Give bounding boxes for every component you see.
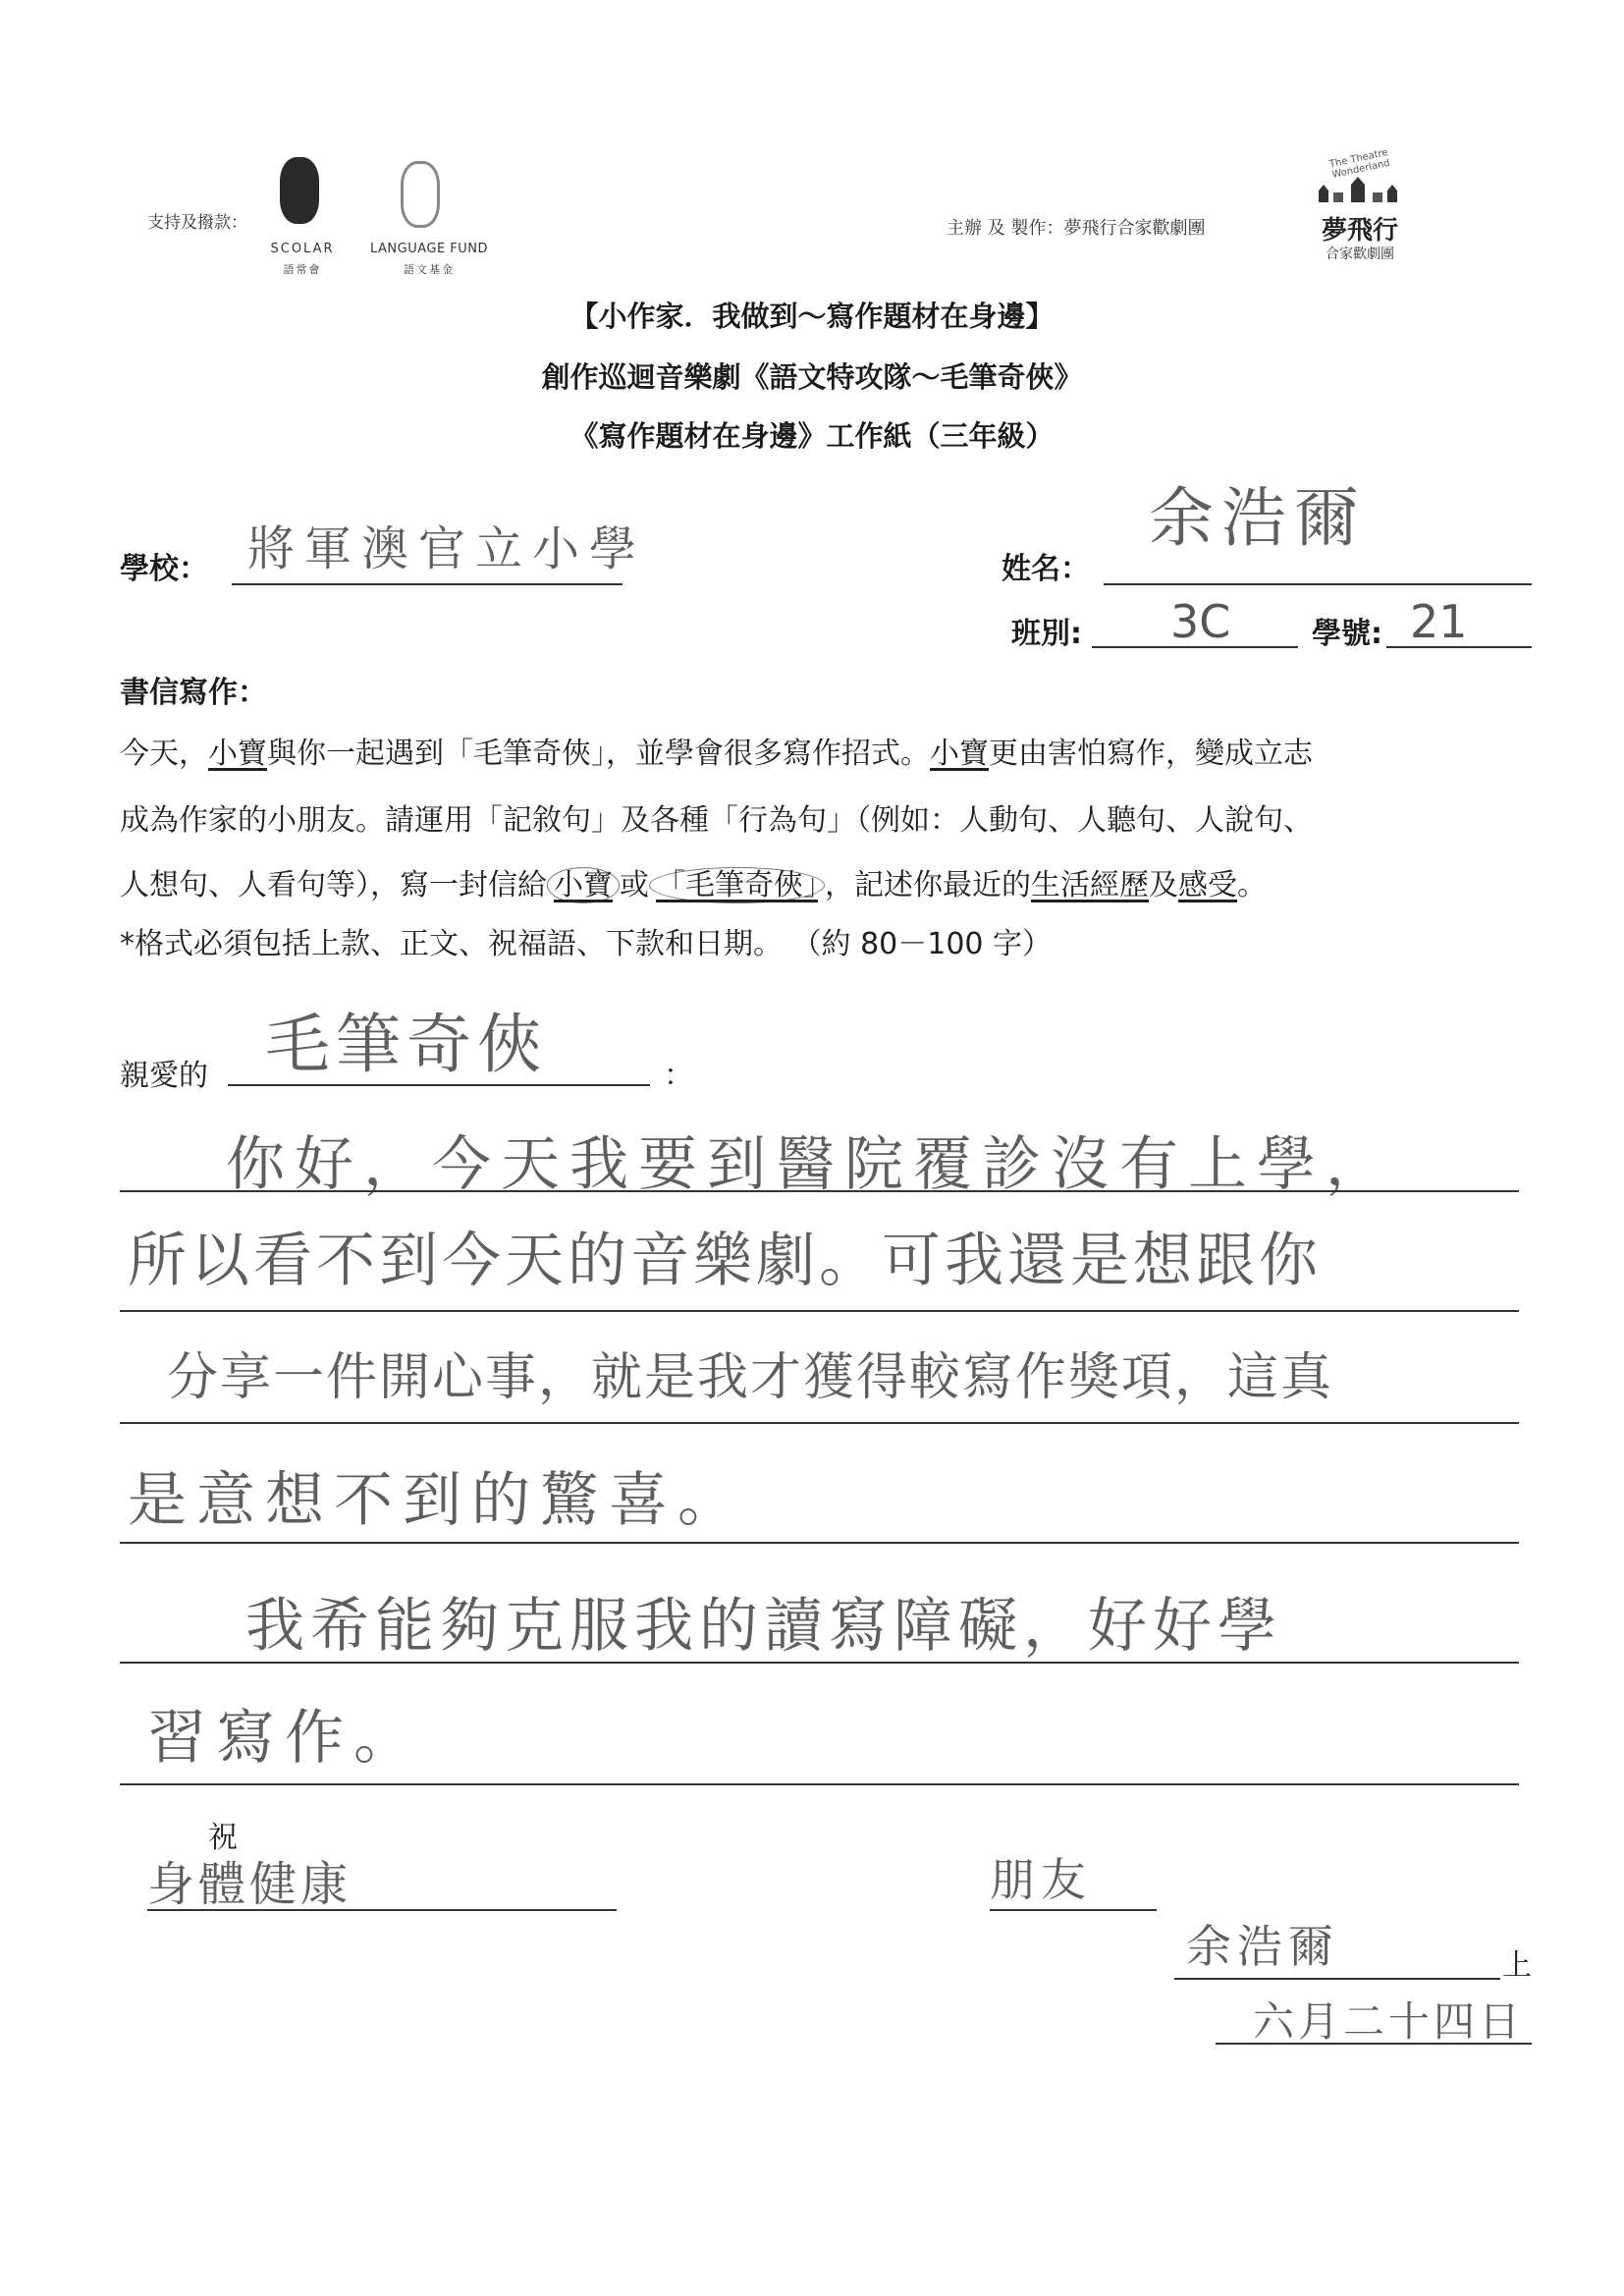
writing-line-5 [120,1662,1519,1664]
letter-line-4: 是意想不到的驚喜。 [128,1466,746,1535]
number-value: 21 [1410,595,1468,648]
worksheet-title-1: 【小作家．我做到～寫作題材在身邊】 [569,300,1055,333]
writing-line-1 [120,1190,1519,1192]
school-value: 將軍澳官立小學 [247,521,647,576]
theatre-logo-english: The Theatre Wonderland [1328,146,1391,181]
name-underline [1104,583,1532,585]
letter-line-1: 你好，今天我要到醫院覆診沒有上學， [226,1130,1394,1199]
greeting-recipient: 毛筆奇俠 [265,1007,548,1082]
writing-line-4 [120,1542,1519,1544]
date-underline [1216,2043,1532,2045]
relation-value: 朋友 [990,1853,1092,1906]
letter-line-6: 習寫作。 [147,1704,422,1773]
signature-value: 余浩爾 [1186,1920,1339,1973]
date-value: 六月二十四日 [1253,1997,1525,2046]
theatre-logo-name: 夢飛行 [1321,216,1398,246]
writing-line-2 [120,1310,1519,1312]
greeting-underline [228,1084,650,1086]
instruction-line-3: 人想句、人看句等），寫一封信給 小寶 或 「毛筆奇俠」 ，記述你最近的生活經歷及感受。 [120,868,1267,902]
worksheet-title-3: 《寫作題材在身邊》工作紙（三年級） [569,419,1055,453]
writing-line-6 [120,1783,1519,1785]
worksheet-title-2: 創作巡迴音樂劇《語文特攻隊～毛筆奇俠》 [541,360,1083,394]
relation-underline [990,1909,1157,1911]
section-title: 書信寫作： [120,676,267,710]
school-underline [232,583,623,585]
blessing-label: 祝 [208,1821,238,1855]
signature-suffix: 上 [1502,1948,1532,1983]
name-value: 余浩爾 [1149,480,1367,556]
support-label: 支持及撥款： [147,213,247,233]
theatre-logo-subtitle: 合家歡劇團 [1326,246,1394,262]
instruction-line-2: 成為作家的小朋友。請運用「記敘句」及各種「行為句」（例如：人動句、人聽句、人說句、 [120,803,1313,838]
letter-line-3: 分享一件開心事，就是我才獲得較寫作獎項，這真 [167,1348,1334,1407]
school-label: 學校： [120,552,208,586]
letter-line-2: 所以看不到今天的音樂劇。可我還是想跟你 [128,1227,1322,1295]
number-label: 學號: [1312,617,1382,651]
writing-line-3 [120,1422,1519,1424]
scolar-logo-chinese: 語常會 [283,263,322,276]
class-label: 班別: [1011,617,1082,651]
blessing-underline [147,1909,617,1911]
instruction-line-4: *格式必須包括上款、正文、祝福語、下款和日期。 （約 80－100 字） [120,927,1053,961]
scolar-logo-icon [280,157,319,224]
letter-line-5: 我希能夠克服我的讀寫障礙，好好學 [245,1592,1282,1661]
language-fund-logo-icon [401,161,440,228]
greeting-colon: ： [664,1059,693,1093]
blessing-value: 身體健康 [147,1857,352,1912]
language-fund-logo-chinese: 語文基金 [404,263,455,276]
language-fund-logo-text: LANGUAGE FUND [369,242,489,256]
theatre-castle-icon [1314,175,1402,204]
organizer-label: 主辦 及 製作：夢飛行合家歡劇團 [947,218,1206,239]
signature-underline [1174,1978,1500,1980]
class-value: 3C [1170,595,1231,648]
instruction-line-1: 今天，小寶與你一起遇到「毛筆奇俠」，並學會很多寫作招式。小寶更由害怕寫作，變成立志 [120,737,1313,771]
name-label: 姓名： [1001,552,1090,586]
scolar-logo-text: SCOLAR [270,242,335,256]
greeting-label: 親愛的 [120,1059,208,1093]
